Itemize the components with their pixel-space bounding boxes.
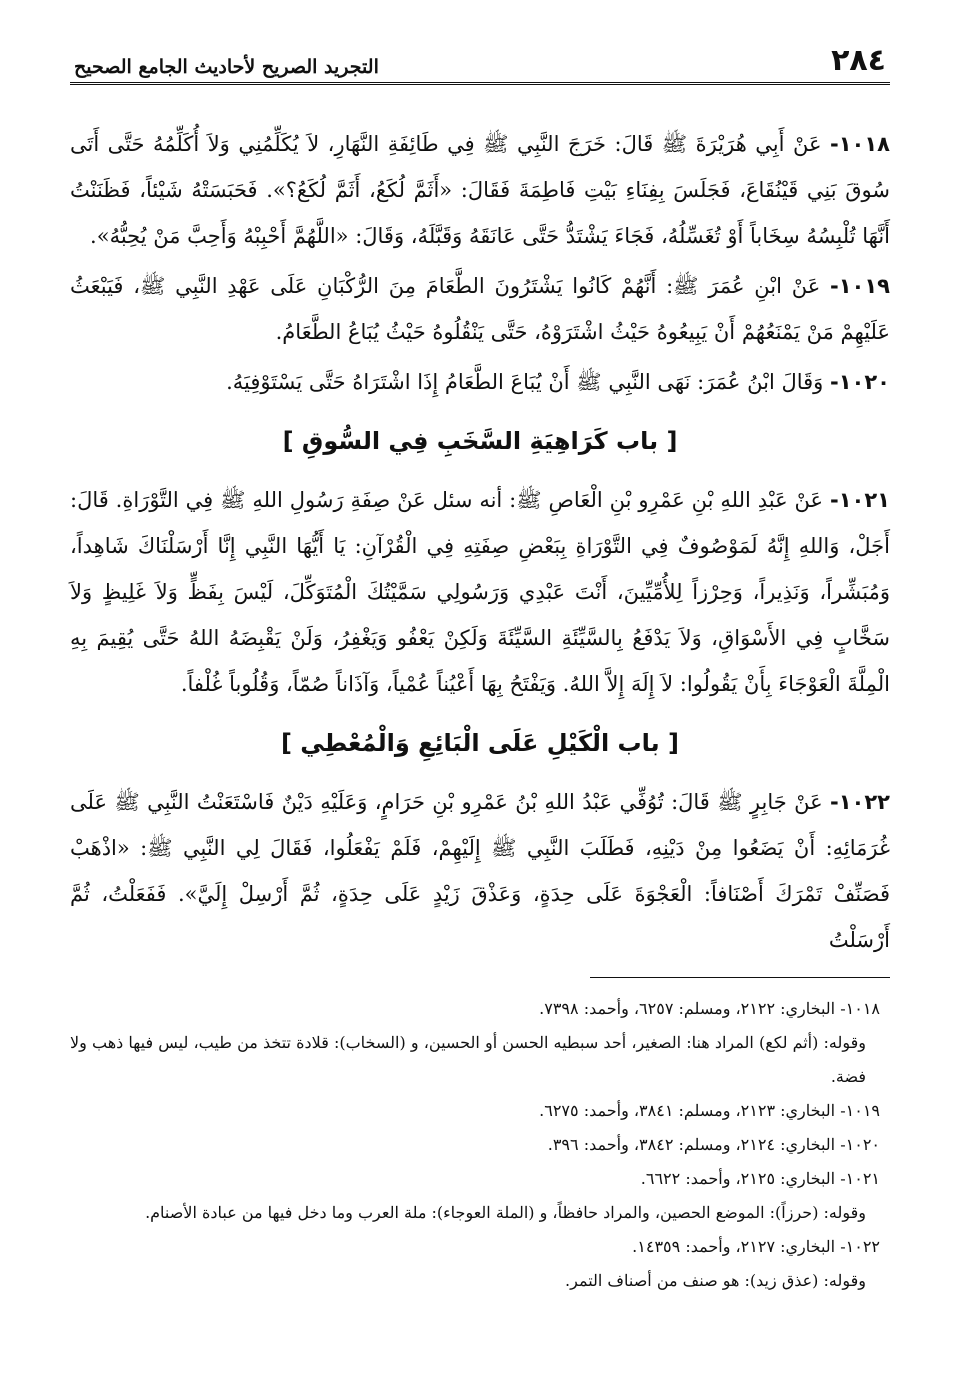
chapter-heading-kayl: [ باب الْكَيْلِ عَلَى الْبَائِعِ وَالْمُعْطِي ] <box>280 729 679 757</box>
hadith-number: ١٠١٩- <box>830 274 890 298</box>
footnote-note: وقوله: (عذق زيد): هو صنف من أصناف التمر. <box>565 1271 866 1290</box>
hadith-number: ١٠٢٠- <box>830 370 890 394</box>
footnote-ref: ١٠٢٢- البخاري: ٢١٢٧، وأحمد: ١٤٣٥٩. <box>632 1237 880 1256</box>
hadith-1018 <box>70 121 890 259</box>
footnote-ref: ١٠٢١- البخاري: ٢١٢٥، وأحمد: ٦٦٢٢. <box>640 1169 880 1188</box>
hadith-text: عَنْ عَبْدِ اللهِ بْنِ عَمْرِو بْنِ الْعَاصِ ﷺ: أنه سئل عَنْ صِفَةِ رَسُولِ اللهِ ﷺ فِي التَّوْرَاةِ. قَالَ: أَجَلْ، وَاللهِ إِنَّهُ لَمَوْصُوفٌ فِي التَّوْرَاةِ بِبَعْضِ صِفَتِهِ فِي الْقُرْآنِ: يَا أَيُّهَا النَّبِي إِنَّا أَرْسَلْنَاكَ شَاهِداً، وَمُبَشِّراً، وَنَذِيراً، وَحِرْزاً لِلأُمِّيِّينَ، أَنْتَ عَبْدِي وَرَسُولِي سَمَّيْتُكَ الْمُتَوَكِّلَ، لَيْسَ بِفَظٍّ وَلاَ غَلِيظٍ وَلاَ سَخَّابٍ فِي الأَسْوَاقِ، وَلاَ يَدْفَعُ بِالسَّيِّئَةِ السَّيِّئَةَ وَلَكِنْ يَعْفُو وَيَغْفِرُ، وَلَنْ يَقْبِضَهُ اللهُ حَتَّى يُقِيمَ بِهِ الْمِلَّةَ الْعَوْجَاءَ بِأَنْ يَقُولُوا: لاَ إِلَهَ إِلاَّ اللهُ. وَيَفْتَحُ بِهَا أَعْيُناً عُمْياً، وَآذَاناً صُمّاً، وَقُلُوباً غُلْفاً. <box>70 488 890 696</box>
footnote-separator <box>590 977 890 978</box>
footnote-ref: ١٠١٩- البخاري: ٢١٢٣، ومسلم: ٣٨٤١، وأحمد: ٦٢٧٥. <box>539 1101 880 1120</box>
hadith-1022 <box>70 779 890 963</box>
running-title: التجريد الصريح لأحاديث الجامع الصحيح <box>74 56 379 78</box>
hadith-text: عَنْ جَابِرٍ ﷺ قَالَ: تُوُفِّي عَبْدُ اللهِ بْنُ عَمْرِو بْنِ حَرَامٍ، وَعَلَيْهِ دَيْنٌ فَاسْتَعَنْتُ النَّبِي ﷺ عَلَى غُرَمَائِهِ: أَنْ يَضَعُوا مِنْ دَيْنِهِ، فَطَلَبَ النَّبِي ﷺ إِلَيْهِمْ، فَلَمْ يَفْعَلُوا، فَقَالَ لِي النَّبِي ﷺ: «اذْهَبْ فَصَنِّفْ تَمْرَكَ أَصْنَافاً: الْعَجْوَةَ عَلَى حِدَةٍ، وَعَذْقَ زَيْدٍ عَلَى حِدَةٍ، ثُمَّ أَرْسِلْ إِلَيَّ». فَفَعَلْتُ، ثُمَّ أَرْسَلْتُ <box>70 790 890 952</box>
hadith-text: عَنْ ابْنِ عُمَرَ ﷺ: أَنَّهُمْ كَانُوا يَشْتَرُونَ الطَّعَامَ مِنَ الرُّكْبَانِ عَلَى عَهْدِ النَّبِي ﷺ، فَيَبْعَثُ عَلَيْهِمْ مَنْ يَمْنَعُهُمْ أَنْ يَبِيعُوهُ حَيْثُ اشْتَرَوْهُ، حَتَّى يَنْقُلُوهُ حَيْثُ يُبَاعُ الطَّعَامُ. <box>70 274 890 344</box>
page-header <box>70 30 890 85</box>
footnotes <box>70 992 890 1298</box>
hadith-number: ١٠٢١- <box>830 488 890 512</box>
hadith-number: ١٠١٨- <box>830 132 890 156</box>
hadith-1021 <box>70 477 890 707</box>
footnote-note: وقوله: (حرزاً): الموضع الحصين، والمراد حافظاً، و (الملة العوجاء): ملة العرب وما دخل فيها من عبادة الأصنام. <box>145 1203 866 1222</box>
hadith-number: ١٠٢٢- <box>829 790 890 814</box>
hadith-text: عَنْ أَبِي هُرَيْرَةَ ﷺ قَالَ: خَرَجَ النَّبِي ﷺ فِي طَائِفَةِ النَّهَارِ، لاَ يُكَلِّمُنِي وَلاَ أُكَلِّمُهُ حَتَّى أَتَى سُوقَ بَنِي قَيْنُقَاعَ، فَجَلَسَ بِفِنَاءِ بَيْتِ فَاطِمَةَ فَقَالَ: «أَثَمَّ لُكَعُ، أَثَمَّ لُكَعُ؟». فَحَبَسَتْهُ شَيْئاً، فَظَنَنْتُ أَنَّهَا تُلْبِسُهُ سِخَاباً أَوْ تُغَسِّلُهُ، فَجَاءَ يَشْتَدُّ حَتَّى عَانَقَهُ وَقَبَّلَهُ، وَقَالَ: «اللَّهُمَّ أَحْبِبْهُ وَأَحِبَّ مَنْ يُحِبُّهُ». <box>70 132 890 248</box>
book-page <box>70 30 890 1350</box>
main-text <box>70 85 890 963</box>
footnote-ref: ١٠٢٠- البخاري: ٢١٢٤، ومسلم: ٣٨٤٢، وأحمد: ٣٩٦. <box>547 1135 880 1154</box>
chapter-heading-sakhab: [ باب كَرَاهِيَةِ السَّخَبِ فِي السُّوقِ ] <box>282 427 678 455</box>
footnote-note: وقوله: (أثم لكع) المراد هنا: الصغير، أحد سبطيه الحسن أو الحسين، و (السخاب): قلادة تتخذ من طيب، ليس فيها ذهب ولا فضة. <box>70 1033 867 1086</box>
hadith-1020 <box>70 359 890 405</box>
footnote-ref: ١٠١٨- البخاري: ٢١٢٢، ومسلم: ٦٢٥٧، وأحمد: ٧٣٩٨. <box>539 999 880 1018</box>
hadith-text: وَقَالَ ابْنُ عُمَرَ: نَهَى النَّبِي ﷺ أَنْ يُبَاعَ الطَّعَامُ إِذَا اشْتَرَاهُ حَتَّى يَسْتَوْفِيَهُ. <box>226 370 824 394</box>
hadith-1019 <box>70 263 890 355</box>
page-number: ٢٨٤ <box>831 43 886 78</box>
